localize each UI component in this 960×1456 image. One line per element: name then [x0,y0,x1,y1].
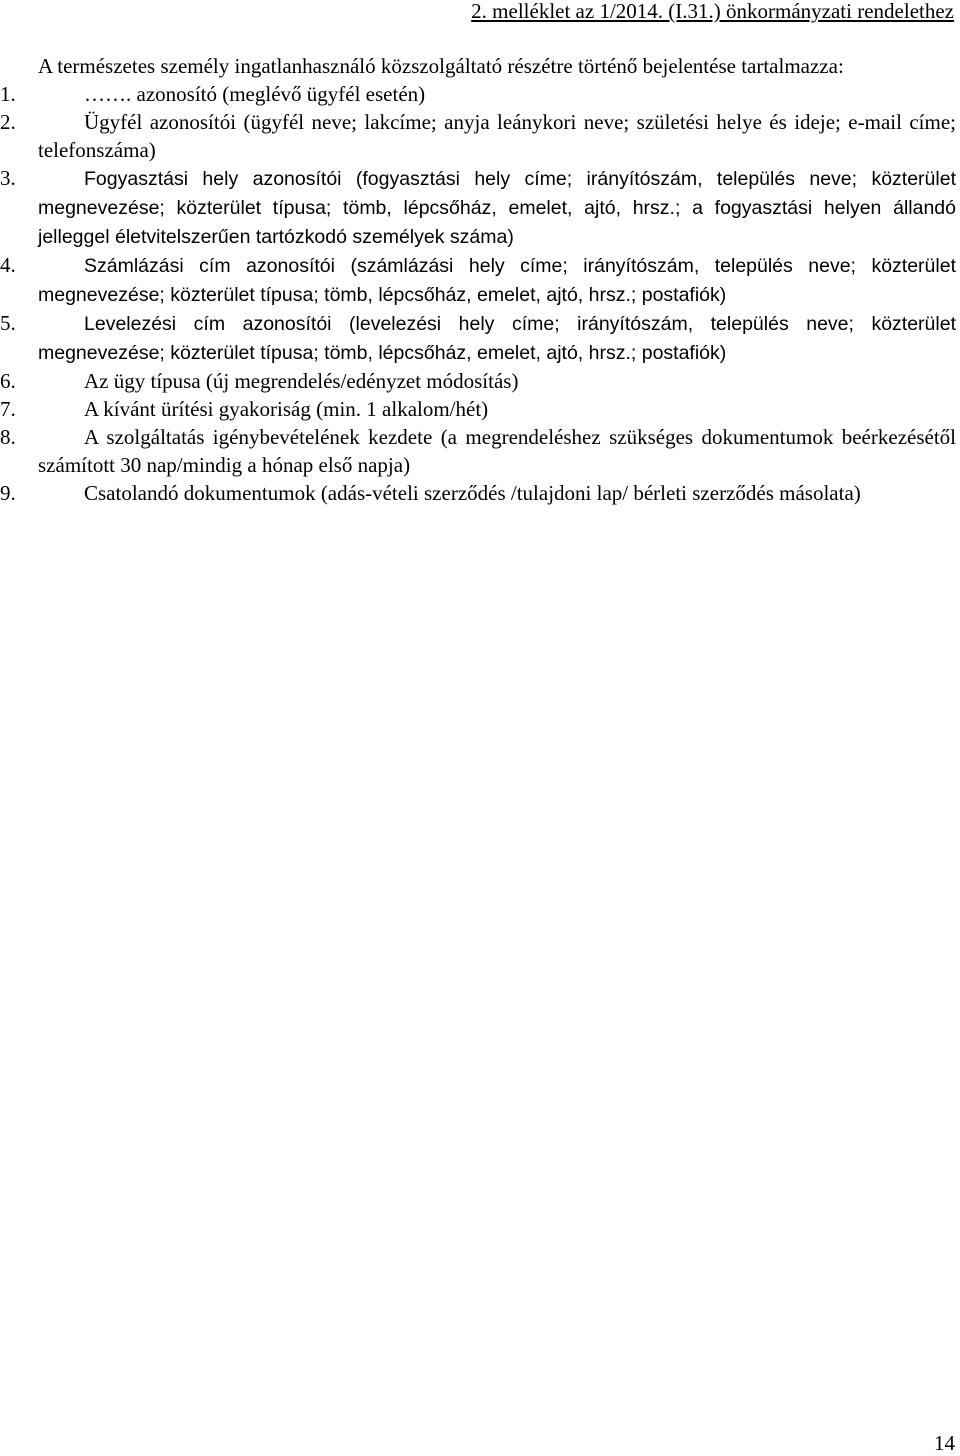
list-item-number: 7. [0,397,16,421]
list-item-number: 8. [0,425,16,449]
page-number: 14 [934,1431,955,1455]
list-item-number: 6. [0,369,16,393]
list-item-text: Levelezési cím azonosítói (levelezési hely címe; irányítószám, település neve; közterület megnevezése; közterület típusa; tömb, lépcsőház, emelet, ajtó, hrsz.; postafiók) [38,313,956,364]
list-item [0,479,956,507]
list-item-text: Csatolandó dokumentumok (adás-vételi szerződés /tulajdoni lap/ bérleti szerződés másolata) [84,481,861,505]
intro-paragraph: A természetes személy ingatlanhasználó közszolgáltató részétre történő bejelentése tartalmazza: [38,54,844,78]
list-item-number: 2. [0,110,16,134]
list-item-text: ……. azonosító (meglévő ügyfél esetén) [84,82,426,106]
list-item-number: 5. [0,311,16,335]
document-body [0,52,956,507]
list-item-number: 1. [0,82,16,106]
list-item-text: A kívánt ürítési gyakoriság (min. 1 alkalom/hét) [84,397,489,421]
list-item [0,164,956,251]
list-item [0,80,956,108]
list-item-text: Ügyfél azonosítói (ügyfél neve; lakcíme; anyja leánykori neve; születési helye és ideje; e-mail címe; telefonszáma) [38,110,956,162]
list-item [0,251,956,309]
list-item [0,367,956,395]
list-item-text: Az ügy típusa (új megrendelés/edényzet módosítás) [84,369,519,393]
requirements-list [0,80,956,507]
list-item [0,309,956,367]
list-item-number: 9. [0,481,16,505]
annex-header: 2. melléklet az 1/2014. (I.31.) önkormányzati rendelethez [471,0,954,23]
list-item-text: A szolgáltatás igénybevételének kezdete (a megrendeléshez szükséges dokumentumok beérkezésétől számított 30 nap/mindig a hónap első napja) [38,425,956,477]
list-item-number: 4. [0,253,16,277]
list-item-number: 3. [0,166,16,190]
list-item-text: Fogyasztási hely azonosítói (fogyasztási hely címe; irányítószám, település neve; közterület megnevezése; közterület típusa; tömb, lépcsőház, emelet, ajtó, hrsz.; a fogyasztási helyen állandó jelleggel életvitelszerűen tartózkodó személyek száma) [38,168,956,248]
list-item [0,423,956,479]
list-item-text: Számlázási cím azonosítói (számlázási hely címe; irányítószám, település neve; közterület megnevezése; közterület típusa; tömb, lépcsőház, emelet, ajtó, hrsz.; postafiók) [38,255,956,306]
list-item [0,108,956,164]
list-item [0,395,956,423]
